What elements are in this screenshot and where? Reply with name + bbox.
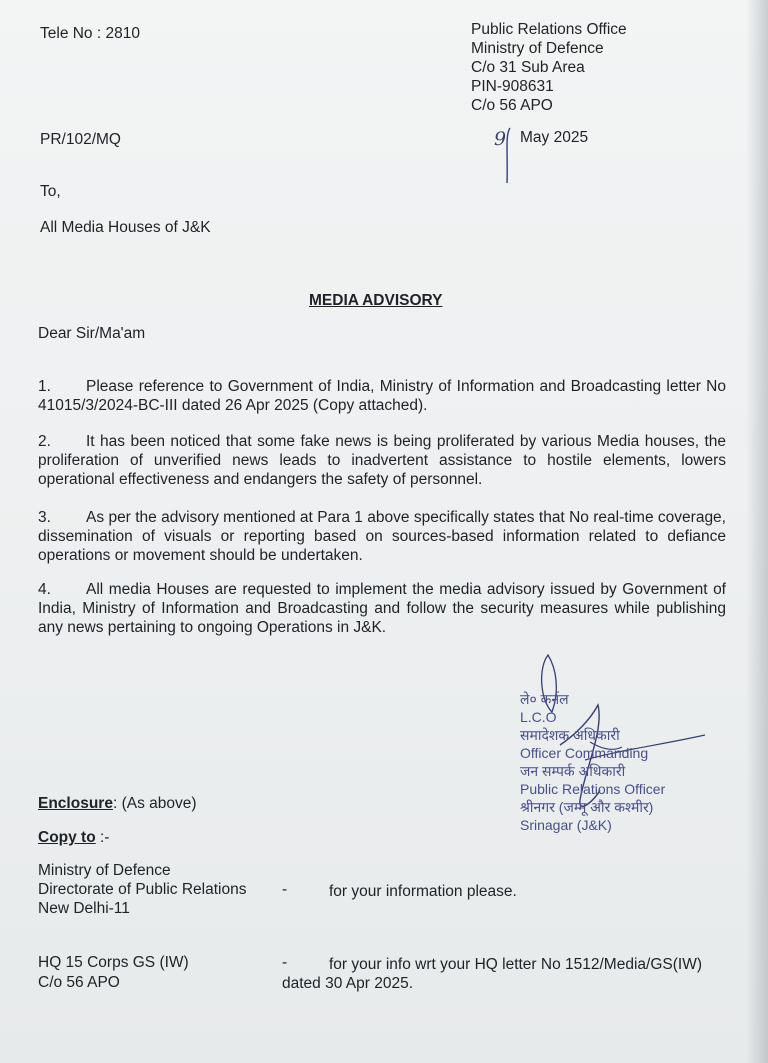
office-line: Public Relations Office bbox=[471, 21, 627, 38]
stamp-line: Public Relations Officer bbox=[520, 781, 666, 797]
stamp-line: समादेशक अधिकारी bbox=[520, 727, 620, 743]
copy-to-label: Copy to bbox=[38, 829, 96, 846]
date-month-year: May 2025 bbox=[520, 129, 589, 146]
paragraph-text: As per the advisory mentioned at Para 1 above specifically states that No real-time coverage, dissemination of visuals or reporting based on sources-based information related to defiance operations or movement should be undertaken. bbox=[38, 509, 726, 564]
stamp-line: जन सम्पर्क अधिकारी bbox=[520, 763, 626, 779]
date-day-handwritten: 9 bbox=[494, 128, 507, 150]
enclosure-value: : (As above) bbox=[112, 795, 197, 812]
stamp-line: Officer Commanding bbox=[520, 745, 649, 761]
tele-number: Tele No : 2810 bbox=[40, 25, 140, 42]
office-line: Ministry of Defence bbox=[471, 40, 604, 57]
document-title: MEDIA ADVISORY bbox=[309, 292, 443, 309]
office-line: C/o 31 Sub Area bbox=[471, 59, 585, 76]
copy-address-line: Directorate of Public Relations bbox=[38, 881, 247, 898]
paragraph-text: It has been noticed that some fake news is being proliferated by various Media houses, the proliferation of unverified news leads to inadvertent assistance to hostile elements, lowers operational effectiveness and endangers the safety of personnel. bbox=[38, 433, 726, 488]
paragraph-text: Please reference to Government of India, Ministry of Information and Broadcasting letter No 41015/3/2024-BC-III dated 26 Apr 2025 (Copy attached). bbox=[38, 378, 726, 414]
paragraph-number: 3. bbox=[38, 509, 51, 526]
paragraph-text: All media Houses are requested to implement the media advisory issued by Government of India, Ministry of Information and Broadcasting and follow the security measures while publishing any news pertaining to ongoing Operations in J&K. bbox=[38, 581, 726, 636]
copy-note: for your info wrt your HQ letter No 1512/Media/GS(IW) bbox=[329, 956, 702, 973]
paragraph-number: 1. bbox=[38, 378, 51, 395]
stamp-line: श्रीनगर (जम्मू और कश्मीर) bbox=[520, 799, 654, 815]
copy-to-suffix: :- bbox=[95, 829, 110, 846]
stamp-line: ले० कर्नल bbox=[520, 691, 569, 707]
paragraph-4 bbox=[38, 580, 726, 637]
office-address bbox=[471, 20, 627, 115]
enclosure-label: Enclosure bbox=[38, 795, 113, 812]
to-label: To, bbox=[40, 183, 61, 200]
reference-number: PR/102/MQ bbox=[40, 131, 121, 148]
officer-stamp bbox=[520, 690, 665, 834]
stamp-line: Srinagar (J&K) bbox=[520, 817, 612, 833]
enclosure bbox=[38, 794, 197, 813]
salutation: Dear Sir/Ma'am bbox=[38, 325, 146, 342]
stamp-line: L.C.O bbox=[520, 709, 557, 725]
paragraph-2 bbox=[38, 432, 726, 489]
copy-address-line: Ministry of Defence bbox=[38, 862, 171, 879]
copy-dash: - bbox=[282, 881, 288, 898]
copy-address-line: C/o 56 APO bbox=[38, 974, 120, 991]
office-line: C/o 56 APO bbox=[471, 97, 553, 114]
copy-note: dated 30 Apr 2025. bbox=[282, 975, 414, 992]
paragraph-number: 2. bbox=[38, 433, 51, 450]
copy-note: for your information please. bbox=[329, 883, 517, 900]
copy-address-line: New Delhi-11 bbox=[38, 900, 130, 917]
copy-dash: - bbox=[282, 954, 288, 971]
paragraph-number: 4. bbox=[38, 581, 51, 598]
addressee-name: All Media Houses of J&K bbox=[40, 219, 211, 236]
copy-to bbox=[38, 828, 109, 847]
paragraph-3 bbox=[38, 508, 726, 565]
copy-address-line: HQ 15 Corps GS (IW) bbox=[38, 954, 189, 971]
paragraph-1 bbox=[38, 377, 726, 415]
office-line: PIN-908631 bbox=[471, 78, 554, 95]
